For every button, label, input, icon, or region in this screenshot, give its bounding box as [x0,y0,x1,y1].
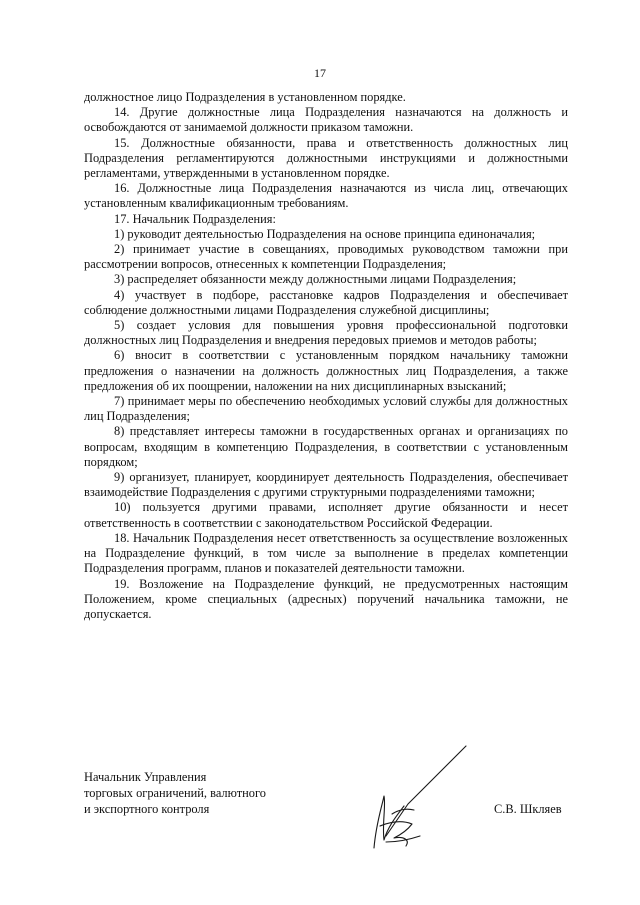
handwritten-signature [346,744,476,852]
paragraph: 7) принимает меры по обеспечению необходимых условий службы для должностных лиц Подразделения; [84,394,568,424]
paragraph: 2) принимает участие в совещаниях, проводимых руководством таможни при рассмотрении вопросов, отнесенных к компетенции Подразделения; [84,242,568,272]
paragraph: должностное лицо Подразделения в установленном порядке. [84,90,406,104]
page-number: 17 [314,66,326,80]
paragraph: 1) руководит деятельностью Подразделения на основе принципа единоначалия; [114,226,536,241]
paragraph: 8) представляет интересы таможни в государственных органах и организациях по вопросам, входящим в компетенцию Подразделения, в соответствии с установленным порядком; [84,424,568,469]
paragraph: 5) создает условия для повышения уровня профессиональной подготовки должностных лиц Подразделения и внедрения передовых приемов и методов работы; [84,318,568,348]
paragraph: 16. Должностные лица Подразделения назначаются из числа лиц, отвечающих установленным квалификационным требованиям. [84,181,568,211]
paragraph: 19. Возложение на Подразделение функций, не предусмотренных настоящим Положением, кроме специальных (адресных) поручений начальника таможни, не допускается. [84,576,568,621]
paragraph: 14. Другие должностные лица Подразделения назначаются на должность и освобождаются от занимаемой должности приказом таможни. [84,105,568,135]
paragraph: 4) участвует в подборе, расстановке кадров Подразделения и обеспечивает соблюдение должностными лицами Подразделения служебной дисциплины; [84,287,568,317]
paragraph: 10) пользуется другими правами, исполняет другие обязанности и несет ответственность в соответствии с законодательством Российской Федерации. [84,500,568,530]
paragraph: 3) распределяет обязанности между должностными лицами Подразделения; [114,272,517,287]
signer-name: С.В. Шкляев [494,802,562,816]
signer-title-line-1: Начальник Управления [84,770,207,784]
paragraph: 18. Начальник Подразделения несет ответственность за осуществление возложенных на Подразделение функций, в том числе за выполнение в пределах компетенции Подразделения программ, планов и показателей деятельности таможни. [84,530,568,576]
paragraph: 9) организует, планирует, координирует деятельность Подразделения, обеспечивает взаимодействие Подразделения с другими структурными подразделениями таможни; [84,470,568,500]
signer-title-line-2: торговых ограничений, валютного [84,786,266,800]
paragraph: 17. Начальник Подразделения: [114,211,276,226]
signer-title-line-3: и экспортного контроля [84,802,210,816]
paragraph: 15. Должностные обязанности, права и ответственность должностных лиц Подразделения регламентируются должностными инструкциями и должностными регламентами, утвержденными в установленном порядке. [84,135,568,181]
signature-block-title [84,769,266,817]
document-body [84,90,568,622]
paragraph: 6) вносит в соответствии с установленным порядком начальнику таможни предложения о назначении на должность должностных лиц Подразделения, а также предложения об их поощрении, наложении на них дисциплинарных взысканий; [84,348,568,393]
